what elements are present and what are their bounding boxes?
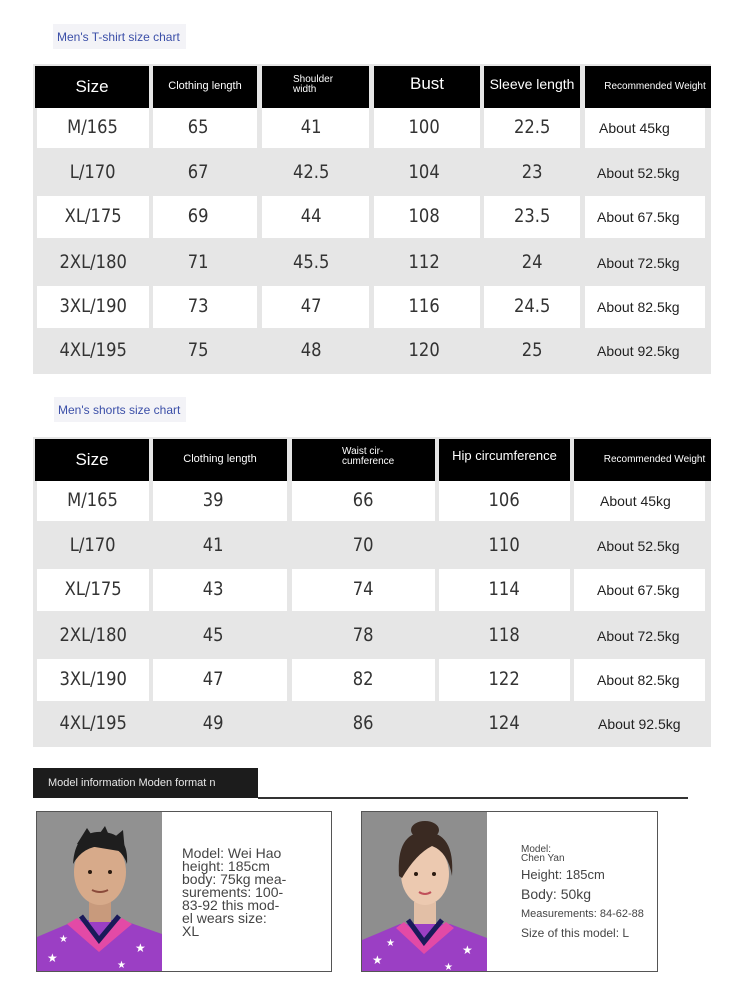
model-section-divider	[258, 797, 688, 799]
model-male-illustration	[37, 812, 162, 971]
model-card-female	[361, 811, 658, 972]
tshirt-header-size: Size	[35, 66, 149, 108]
shorts-cell-waist: 66	[292, 481, 435, 521]
tshirt-cell-sleeve: 22.5	[484, 108, 580, 148]
svg-text:★: ★	[59, 934, 68, 945]
shorts-cell-hip: 106	[439, 481, 570, 521]
shorts-cell-hip: 118	[439, 613, 570, 659]
shorts-header-recommended-weight: Recommended Weight	[574, 439, 711, 481]
tshirt-cell-size: L/170	[37, 150, 149, 196]
shorts-chart-title: Men's shorts size chart	[54, 397, 186, 422]
tshirt-cell-size: 3XL/190	[37, 286, 149, 328]
tshirt-cell-bust: 120	[374, 330, 480, 372]
tshirt-cell-shoulder: 41	[262, 108, 369, 148]
shorts-cell-size: 3XL/190	[37, 659, 149, 701]
tshirt-row	[33, 196, 711, 240]
tshirt-cell-bust: 112	[374, 240, 480, 286]
model-male-line: height: 185cm	[182, 858, 270, 874]
tshirt-cell-size: 4XL/195	[37, 330, 149, 372]
shorts-cell-weight: About 92.5kg	[574, 703, 705, 745]
svg-text:★: ★	[47, 951, 58, 965]
svg-text:★: ★	[372, 953, 383, 967]
tshirt-cell-shoulder: 42.5	[262, 150, 369, 196]
tshirt-cell-bust: 104	[374, 150, 480, 196]
shorts-row	[33, 703, 711, 747]
shorts-cell-size: 2XL/180	[37, 613, 149, 659]
tshirt-row	[33, 286, 711, 330]
shorts-cell-size: M/165	[37, 481, 149, 521]
shorts-row	[33, 523, 711, 569]
tshirt-cell-size: M/165	[37, 108, 149, 148]
shorts-cell-weight: About 45kg	[574, 481, 705, 521]
shorts-cell-waist: 82	[292, 659, 435, 701]
tshirt-cell-sleeve: 25	[484, 330, 580, 372]
shorts-cell-weight: About 52.5kg	[574, 523, 705, 569]
shorts-cell-weight: About 67.5kg	[574, 569, 705, 611]
tshirt-cell-length: 69	[153, 196, 257, 238]
shorts-header-clothing-length: Clothing length	[153, 439, 287, 481]
tshirt-chart-title: Men's T-shirt size chart	[53, 24, 186, 49]
shorts-cell-hip: 110	[439, 523, 570, 569]
tshirt-row	[33, 150, 711, 196]
tshirt-row	[33, 330, 711, 374]
svg-text:★: ★	[117, 960, 126, 971]
shorts-cell-hip: 114	[439, 569, 570, 611]
tshirt-cell-shoulder: 47	[262, 286, 369, 328]
model-male-line: surements: 100-	[182, 884, 284, 900]
tshirt-header-row	[33, 66, 711, 108]
shorts-cell-waist: 78	[292, 613, 435, 659]
model-section-title: Model information Moden format n	[33, 768, 258, 798]
tshirt-cell-weight: About 92.5kg	[585, 330, 705, 372]
shorts-row	[33, 613, 711, 659]
model-info-female	[521, 845, 655, 940]
model-male-line: body: 75kg mea-	[182, 871, 287, 887]
svg-text:★: ★	[462, 943, 473, 957]
shorts-cell-length: 41	[153, 523, 287, 569]
shorts-cell-weight: About 72.5kg	[574, 613, 705, 659]
svg-text:★: ★	[135, 941, 146, 955]
shorts-cell-length: 49	[153, 703, 287, 745]
tshirt-header-sleeve-length: Sleeve length	[484, 66, 580, 108]
model-female-size: Size of this model: L	[521, 926, 630, 940]
model-female-height: Height: 185cm	[521, 867, 605, 882]
model-female-illustration	[362, 812, 487, 971]
tshirt-cell-length: 67	[153, 150, 257, 196]
shorts-cell-size: XL/175	[37, 569, 149, 611]
tshirt-cell-weight: About 45kg	[585, 108, 705, 148]
tshirt-cell-length: 71	[153, 240, 257, 286]
model-female-name: Chen Yan	[521, 853, 565, 864]
tshirt-header-shoulder-width: Shoulder width	[262, 66, 369, 108]
tshirt-cell-weight: About 52.5kg	[585, 150, 705, 196]
svg-text:★: ★	[386, 938, 395, 949]
shorts-cell-length: 39	[153, 481, 287, 521]
tshirt-row	[33, 108, 711, 150]
tshirt-header-recommended-weight: Recommended Weight	[585, 66, 711, 108]
shorts-cell-waist: 86	[292, 703, 435, 745]
shorts-cell-hip: 122	[439, 659, 570, 701]
tshirt-cell-bust: 100	[374, 108, 480, 148]
shorts-cell-length: 45	[153, 613, 287, 659]
svg-text:★: ★	[444, 962, 453, 971]
shorts-cell-hip: 124	[439, 703, 570, 745]
tshirt-header-bust: Bust	[374, 66, 480, 108]
shorts-cell-weight: About 82.5kg	[574, 659, 705, 701]
tshirt-cell-weight: About 82.5kg	[585, 286, 705, 328]
tshirt-cell-size: XL/175	[37, 196, 149, 238]
model-card-male	[36, 811, 332, 972]
model-female-label: Model:	[521, 844, 552, 855]
tshirt-row	[33, 240, 711, 286]
tshirt-cell-length: 75	[153, 330, 257, 372]
model-photo-male	[37, 812, 162, 971]
shorts-row	[33, 569, 711, 613]
tshirt-cell-sleeve: 23	[484, 150, 580, 196]
shorts-cell-waist: 70	[292, 523, 435, 569]
model-info-male	[182, 847, 322, 938]
model-male-line: XL	[182, 923, 200, 939]
model-female-measurements: Measurements: 84-62-88	[521, 908, 644, 920]
shorts-cell-length: 43	[153, 569, 287, 611]
model-female-body: Body: 50kg	[521, 886, 592, 902]
shorts-row	[33, 481, 711, 523]
model-photo-female	[362, 812, 487, 971]
shorts-cell-length: 47	[153, 659, 287, 701]
shorts-size-table	[33, 437, 711, 747]
shorts-cell-waist: 74	[292, 569, 435, 611]
tshirt-cell-sleeve: 24	[484, 240, 580, 286]
tshirt-cell-size: 2XL/180	[37, 240, 149, 286]
model-male-line: Model: Wei Hao	[182, 845, 282, 861]
tshirt-cell-bust: 116	[374, 286, 480, 328]
tshirt-cell-weight: About 72.5kg	[585, 240, 705, 286]
tshirt-cell-shoulder: 44	[262, 196, 369, 238]
tshirt-size-table	[33, 64, 711, 374]
shorts-header-waist: Waist cir- cumference	[292, 439, 435, 481]
shorts-cell-size: 4XL/195	[37, 703, 149, 745]
tshirt-cell-length: 65	[153, 108, 257, 148]
tshirt-cell-sleeve: 24.5	[484, 286, 580, 328]
tshirt-cell-shoulder: 45.5	[262, 240, 369, 286]
tshirt-cell-length: 73	[153, 286, 257, 328]
model-male-line: 83-92 this mod-	[182, 897, 280, 913]
shorts-cell-size: L/170	[37, 523, 149, 569]
shorts-header-hip: Hip circumference	[439, 439, 570, 481]
shorts-header-row	[33, 439, 711, 481]
tshirt-cell-shoulder: 48	[262, 330, 369, 372]
tshirt-header-clothing-length: Clothing length	[153, 66, 257, 108]
tshirt-cell-weight: About 67.5kg	[585, 196, 705, 238]
model-male-line: el wears size:	[182, 910, 267, 926]
shorts-row	[33, 659, 711, 703]
shorts-header-size: Size	[35, 439, 149, 481]
tshirt-cell-sleeve: 23.5	[484, 196, 580, 238]
tshirt-cell-bust: 108	[374, 196, 480, 238]
